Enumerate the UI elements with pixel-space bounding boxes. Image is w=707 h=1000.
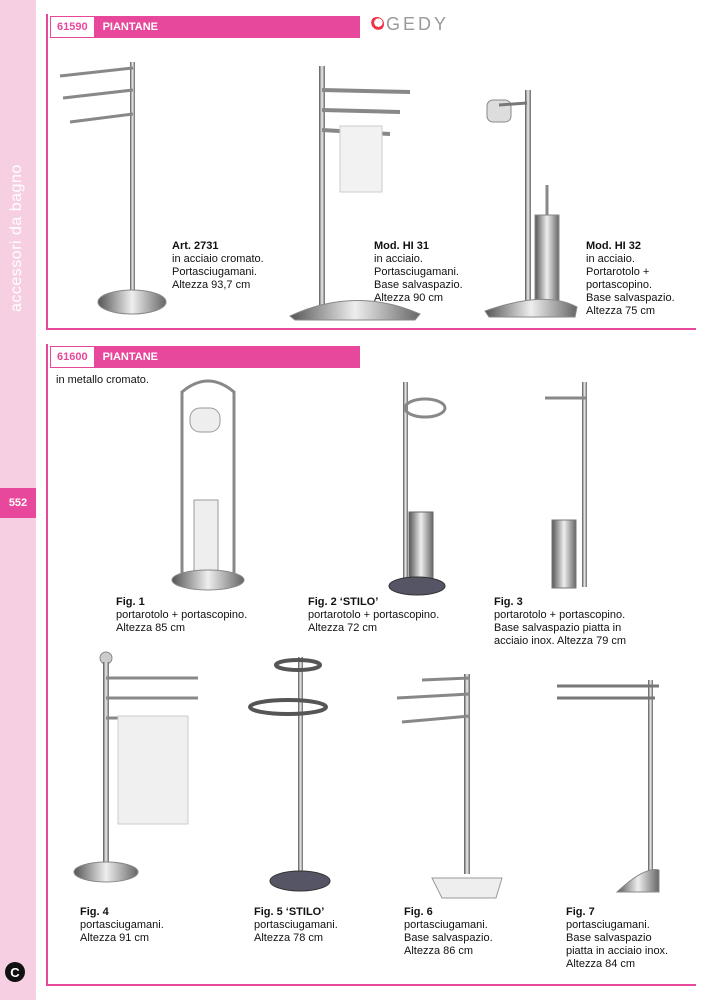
product-caption-hi31: Mod. HI 31 in acciaio. Portasciugamani. Base salvaspazio. Altezza 90 cm: [374, 240, 463, 304]
figure-image-7: [555, 674, 665, 904]
figure-caption-2: Fig. 2 ‘STILO’ portarotolo + portascopino. Altezza 72 cm: [308, 596, 440, 634]
sidebar-title: accessori da bagno: [8, 164, 25, 312]
figure-caption-3: Fig. 3 portarotolo + portascopino. Base salvaspazio piatta in acciaio inox. Altezza 79 cm: [494, 596, 627, 647]
figure-caption-7: Fig. 7 portasciugamani. Base salvaspazio piatta in acciaio inox. Altezza 84 cm: [566, 906, 669, 970]
product-image-hi32: [485, 85, 585, 325]
figure-image-2: [385, 380, 465, 595]
product-caption-hi32: Mod. HI 32 in acciaio. Portarotolo + portascopino. Base salvaspazio. Altezza 75 cm: [586, 240, 675, 317]
figure-image-1: [168, 380, 248, 590]
figure-caption-4: Fig. 4 portasciugamani. Altezza 91 cm: [80, 906, 164, 944]
page-number: 552: [0, 488, 36, 518]
section-code: 61600: [50, 346, 95, 368]
section-name: PIANTANE: [95, 346, 360, 368]
section-code: 61590: [50, 16, 95, 38]
figure-image-6: [392, 672, 502, 904]
section-note: in metallo cromato.: [56, 374, 149, 386]
figure-caption-5: Fig. 5 ‘STILO’ portasciugamani. Altezza 78 cm: [254, 906, 338, 944]
product-image-art2731: [55, 60, 175, 320]
figure-image-4: [78, 650, 208, 900]
brand-logo: GEDY: [370, 14, 449, 35]
sidebar: [0, 0, 36, 1000]
figure-image-5: [244, 655, 334, 900]
catalog-logo: C: [5, 962, 25, 982]
figure-caption-6: Fig. 6 portasciugamani. Base salvaspazio. Altezza 86 cm: [404, 906, 493, 957]
section-header: [50, 346, 360, 368]
figure-caption-1: Fig. 1 portarotolo + portascopino. Altezza 85 cm: [116, 596, 248, 634]
section-name: PIANTANE: [95, 16, 360, 38]
product-caption-art2731: Art. 2731 in acciaio cromato. Portasciugamani. Altezza 93,7 cm: [172, 240, 264, 291]
section-header: [50, 16, 360, 38]
figure-image-3: [540, 380, 610, 595]
